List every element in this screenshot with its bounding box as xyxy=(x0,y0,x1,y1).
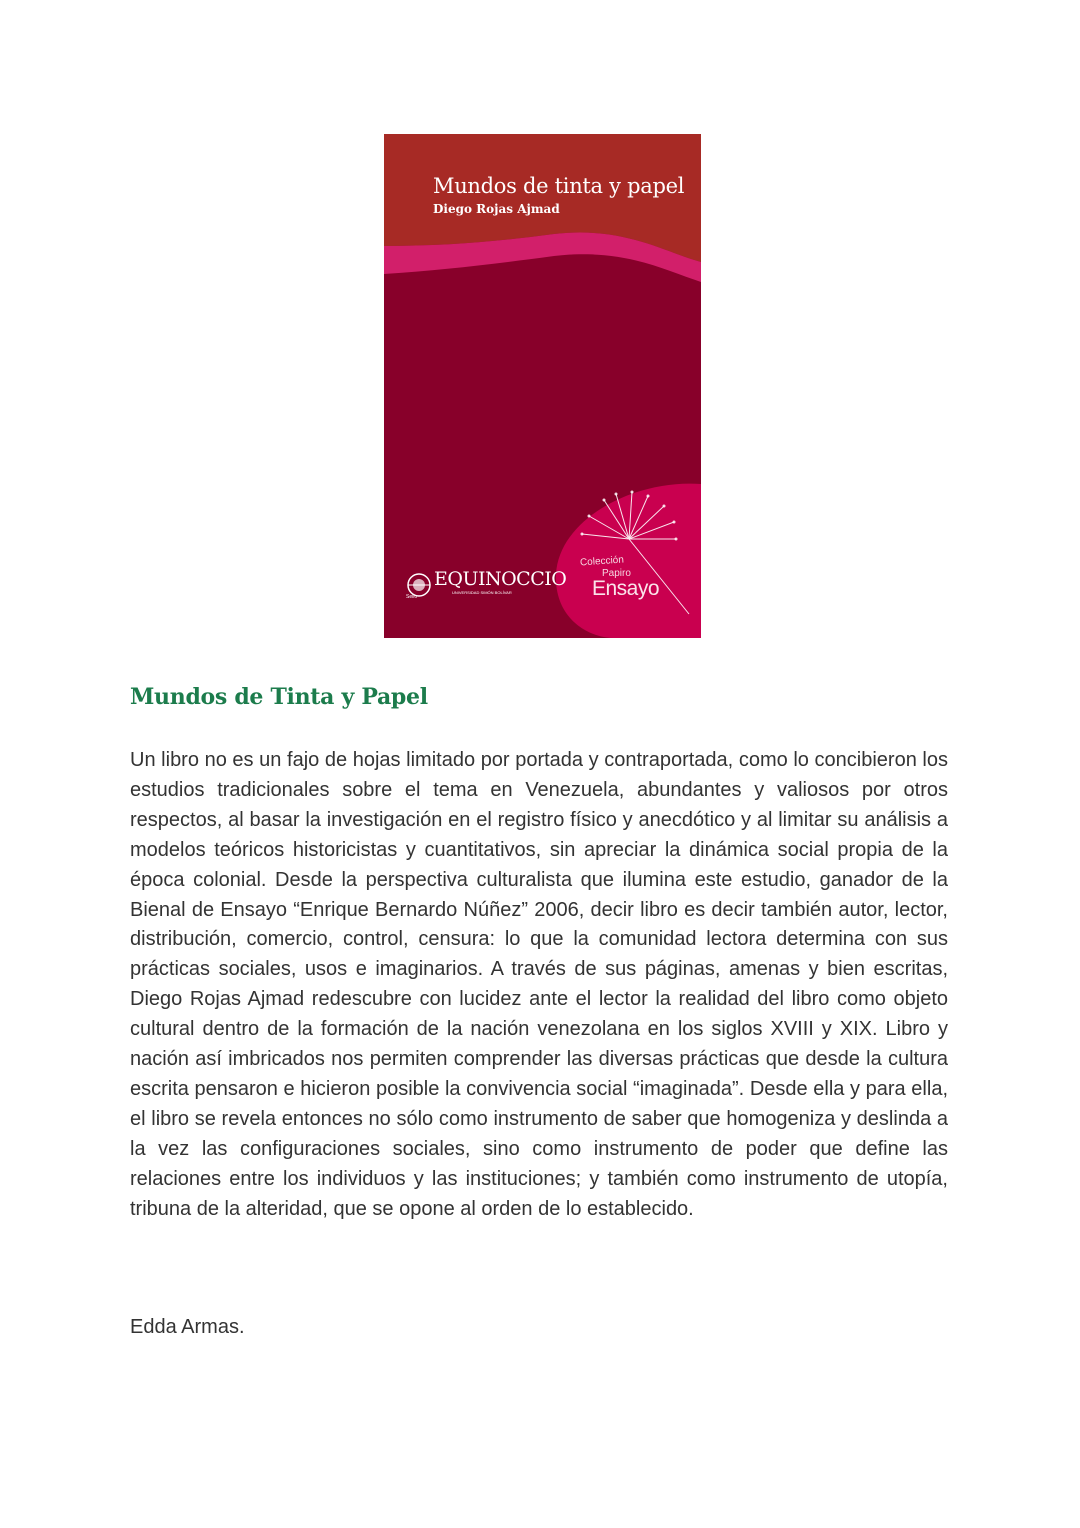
collection-genre: Ensayo xyxy=(592,577,660,600)
article-heading: Mundos de Tinta y Papel xyxy=(130,684,428,710)
publisher-logo xyxy=(406,568,567,600)
cover-author: Diego Rojas Ajmad xyxy=(433,202,560,216)
book-cover-image xyxy=(384,134,701,638)
publisher-name: EQUINOCCIO xyxy=(434,568,567,590)
publisher-subtitle: UNIVERSIDAD SIMÓN BOLÍVAR xyxy=(452,590,512,595)
article-body: Un libro no es un fajo de hojas limitado por portada y contraportada, como lo concibieron los estudios tradicionales sobre el tema en Venezuela, abundantes y valiosos por otros respectos, al basar la investigación en el registro físico y anecdótico y al limitar su análisis a modelos teóricos historicistas y cuantitativos, sin apreciar la dinámica social propia de la época colonial. Desde la perspectiva culturalista que ilumina este estudio, ganador de la Bienal de Ensayo “Enrique Bernardo Núñez” 2006, decir libro es decir también autor, lector, distribución, comercio, control, censura: lo que la comunidad lectora determina con sus prácticas sociales, usos e imaginarios. A través de sus páginas, amenas y bien escritas, Diego Rojas Ajmad redescubre con lucidez ante el lector la realidad del libro como objeto cultural dentro de la formación de la nación venezolana en los siglos XVIII y XIX. Libro y nación así imbricados nos permiten comprender las diversas prácticas que desde la cultura escrita pensaron e hicieron posible la convivencia social “imaginada”. Desde ella y para ella, el libro se revela entonces no sólo como instrumento de saber que homogeniza y deslinda a la vez las configuraciones sociales, sino como instrumento de poder que define las relaciones entre los individuos y las instituciones; y también como instrumento de utopía, tribuna de la alteridad, que se opone al orden de lo establecido. xyxy=(130,749,948,1220)
cover-title: Mundos de tinta y papel xyxy=(433,174,685,198)
collection-label: Colección xyxy=(579,554,625,569)
article-signature: Edda Armas. xyxy=(130,1316,245,1338)
publisher-sello: Sello xyxy=(406,594,418,600)
collection-series: Papiro xyxy=(602,568,631,579)
